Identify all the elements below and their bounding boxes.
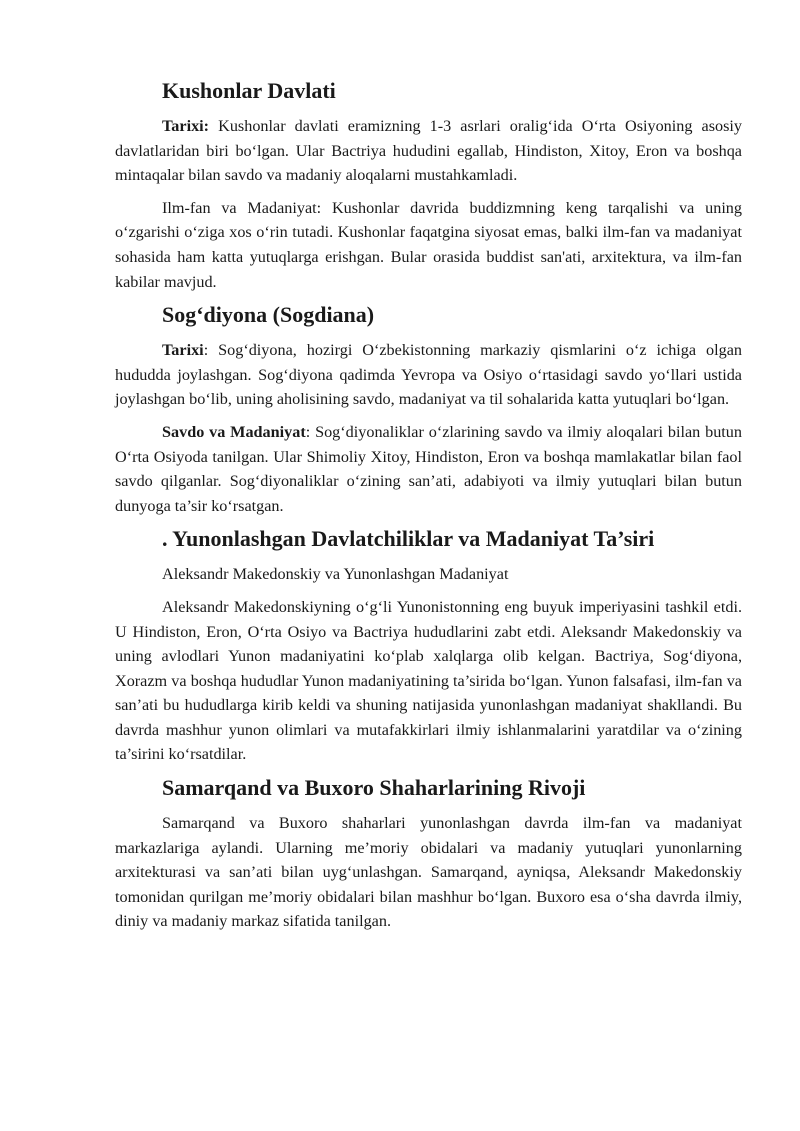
section-heading-yunonlashgan: . Yunonlashgan Davlatchiliklar va Madaniyat Ta’siri: [162, 526, 655, 552]
paragraph-text: : Sog‘diyona, hozirgi O‘zbekistonning markaziy qismlarini o‘z ichiga olgan hududda joylashgan. Sog‘diyona qadimda Yevropa va Osiyo o‘rtasidagi savdo yo‘llari ustida joylashgan bo‘lib, uning aholisining savdo, madaniyat va til sohalarida katta yutuqlari bo‘lgan.: [115, 341, 742, 409]
section-heading-sogdiyona: Sog‘diyona (Sogdiana): [162, 302, 375, 328]
paragraph-label: Tarixi: [162, 341, 204, 360]
paragraph-text: Aleksandr Makedonskiy va Yunonlashgan Madaniyat: [162, 565, 509, 584]
paragraph-yunonlashgan-body: [115, 595, 742, 767]
paragraph-text: Aleksandr Makedonskiyning o‘g‘li Yunonistonning eng buyuk imperiyasini tashkil etdi. U Hindiston, Eron, O‘rta Osiyo va Bactriya hududlarini zabt etdi. Aleksandr Makedonskiy va uning avlodlari Yunon madaniyatini ko‘plab xalqlarga olib kelgan. Bactriya, Sog‘diyona, Xorazm va boshqa hududlar Yunon madaniyatining ta’sirida bo‘lgan. Yunon falsafasi, ilm-fan va san’ati bu hududlarga kirib keldi va shuning natijasida yunonlashgan madaniyat shakllandi. Bu davrda mashhur yunon olimlari va mutafakkirlari ilmiy ishlanmalarini yaratdilar va o‘zining ta’sirini ko‘rsatdilar.: [115, 597, 742, 764]
paragraph-kushonlar-ilm-fan: [115, 196, 742, 294]
paragraph-label: Savdo va Madaniyat: [162, 422, 306, 441]
paragraph-samarqand-buxoro: [115, 811, 742, 934]
paragraph-text: Samarqand va Buxoro shaharlari yunonlashgan davrda ilm-fan va madaniyat markazlariga aylandi. Ularning me’moriy obidalari va madaniy yutuqlari yunonlarning arxitekturasi va san’ati bilan uyg‘unlashgan. Samarqand, ayniqsa, Aleksandr Makedonskiy tomonidan qurilgan me’moriy obidalari bilan mashhur bo‘lgan. Buxoro esa o‘sha davrda ilmiy, diniy va madaniy markaz sifatida tanilgan.: [115, 814, 742, 931]
paragraph-text: Kushonlar davlati eramizning 1-3 asrlari oralig‘ida O‘rta Osiyoning asosiy davlatlaridan biri bo‘lgan. Ular Bactriya hududini egallab, Hindiston, Xitoy, Eron va boshqa mintaqalar bilan savdo va madaniy aloqalarni mustahkamladi.: [115, 117, 742, 185]
paragraph-label: Tarixi:: [162, 117, 210, 135]
paragraph-sogdiyona-tarixi: [115, 338, 742, 412]
paragraph-kushonlar-tarixi: [115, 114, 742, 188]
document-page: [115, 70, 742, 942]
section-heading-kushonlar: Kushonlar Davlati: [162, 78, 336, 103]
section-heading-samarqand-buxoro: Samarqand va Buxoro Shaharlarining Rivoji: [162, 775, 586, 801]
paragraph-yunonlashgan-subtitle: [115, 562, 742, 587]
paragraph-sogdiyona-savdo: [115, 420, 742, 518]
paragraph-text: Ilm-fan va Madaniyat: Kushonlar davrida buddizmning keng tarqalishi va uning o‘zgarishi o‘ziga xos o‘rin tutadi. Kushonlar faqatgina siyosat emas, balki ilm-fan va madaniyat sohasida ham katta yutuqlarga erishgan. Bular orasida buddist san'ati, arxitektura, va ilm-fan kabilar mavjud.: [115, 198, 742, 291]
paragraph-text: : Sog‘diyonaliklar o‘zlarining savdo va ilmiy aloqalari bilan butun O‘rta Osiyoda tanilgan. Ular Shimoliy Xitoy, Hindiston, Eron va boshqa mamlakatlar bilan faol savdo qilganlar. Sog‘diyonaliklar o‘zining san’ati, adabiyoti va ilmiy yutuqlari bilan butun dunyoga ta’sir ko‘rsatgan.: [115, 422, 742, 515]
